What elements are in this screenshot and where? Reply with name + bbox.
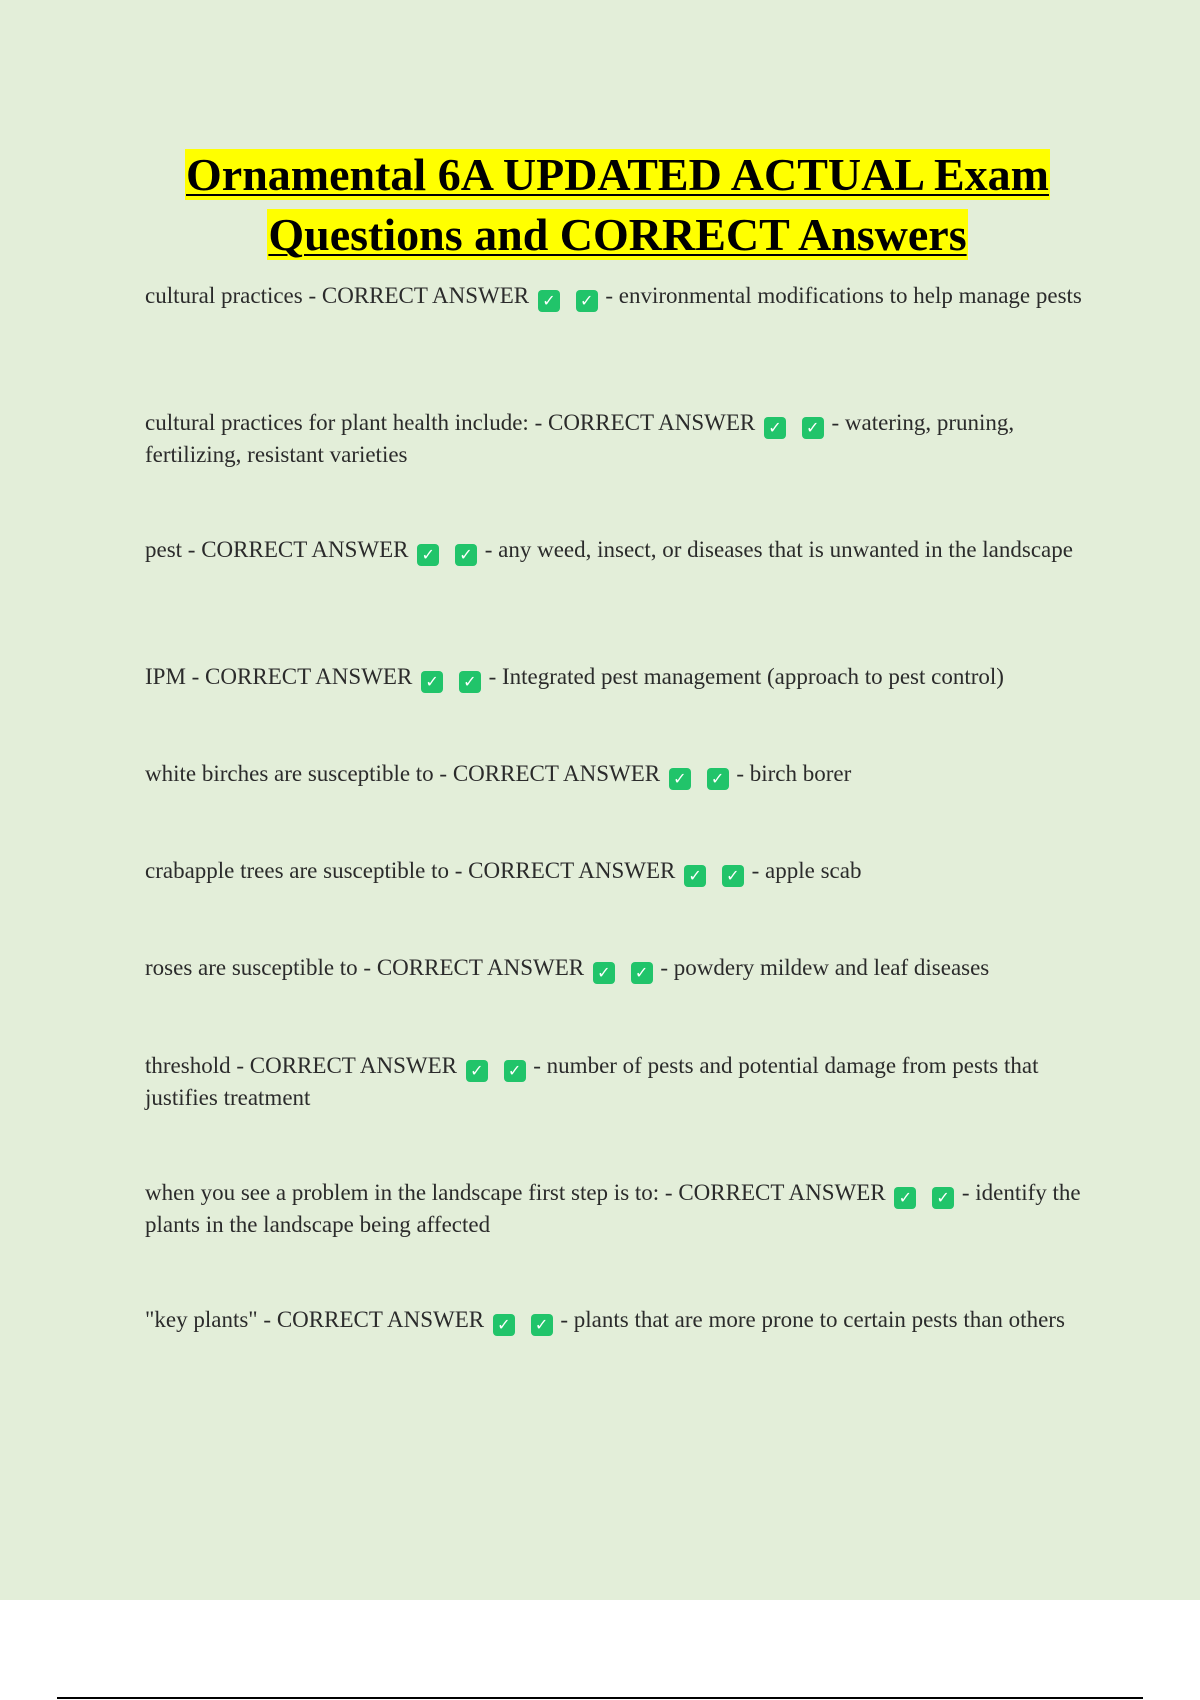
green-checkmark-icon: ✓ [538,290,560,312]
answer-text: - plants that are more prone to certain pests than others [560,1307,1065,1332]
answer-text: - powdery mildew and leaf diseases [660,955,990,980]
question-text: when you see a problem in the landscape first step is to: - CORRECT ANSWER [145,1180,886,1205]
footer-divider [57,1697,1143,1699]
qa-entry [145,280,1090,312]
answer-text: - any weed, insect, or diseases that is unwanted in the landscape [484,537,1073,562]
green-checkmark-icon: ✓ [417,544,439,566]
green-checkmark-icon: ✓ [493,1314,515,1336]
green-checkmark-icon: ✓ [531,1314,553,1336]
green-checkmark-icon: ✓ [722,865,744,887]
question-text: cultural practices for plant health include: - CORRECT ANSWER [145,410,756,435]
green-checkmark-icon: ✓ [932,1187,954,1209]
green-checkmark-icon: ✓ [669,768,691,790]
question-text: white birches are susceptible to - CORRECT ANSWER [145,761,661,786]
green-checkmark-icon: ✓ [894,1187,916,1209]
green-checkmark-icon: ✓ [764,417,786,439]
question-text: threshold - CORRECT ANSWER [145,1053,458,1078]
green-checkmark-icon: ✓ [421,671,443,693]
answer-text: - birch borer [736,761,852,786]
qa-entry [145,534,1090,566]
title-line-2: Questions and CORRECT Answers [268,209,967,260]
qa-entry [145,952,1090,984]
green-checkmark-icon: ✓ [455,544,477,566]
green-checkmark-icon: ✓ [466,1060,488,1082]
question-text: roses are susceptible to - CORRECT ANSWER [145,955,585,980]
qa-entry [145,855,1090,887]
question-text: crabapple trees are susceptible to - CORRECT ANSWER [145,858,676,883]
question-text: pest - CORRECT ANSWER [145,537,409,562]
answer-text: - environmental modifications to help manage pests [605,283,1082,308]
answer-text: - identify the plants in the landscape being affected [145,1180,1081,1237]
document-title [145,145,1090,265]
green-checkmark-icon: ✓ [802,417,824,439]
title-line-1: Ornamental 6A UPDATED ACTUAL Exam [186,149,1049,200]
green-checkmark-icon: ✓ [576,290,598,312]
green-checkmark-icon: ✓ [504,1060,526,1082]
question-text: cultural practices - CORRECT ANSWER [145,283,530,308]
qa-entry [145,1050,1090,1114]
qa-entry [145,1177,1090,1241]
green-checkmark-icon: ✓ [593,962,615,984]
qa-entry [145,1304,1090,1336]
question-text: "key plants" - CORRECT ANSWER [145,1307,485,1332]
green-checkmark-icon: ✓ [707,768,729,790]
answer-text: - number of pests and potential damage from pests that justifies treatment [145,1053,1039,1110]
qa-entry [145,661,1090,693]
green-checkmark-icon: ✓ [684,865,706,887]
qa-entry [145,407,1090,471]
green-checkmark-icon: ✓ [631,962,653,984]
qa-entry [145,758,1090,790]
green-checkmark-icon: ✓ [459,671,481,693]
answer-text: - watering, pruning, fertilizing, resistant varieties [145,410,1015,467]
answer-text: - Integrated pest management (approach to pest control) [488,664,1004,689]
question-text: IPM - CORRECT ANSWER [145,664,413,689]
answer-text: - apple scab [751,858,862,883]
